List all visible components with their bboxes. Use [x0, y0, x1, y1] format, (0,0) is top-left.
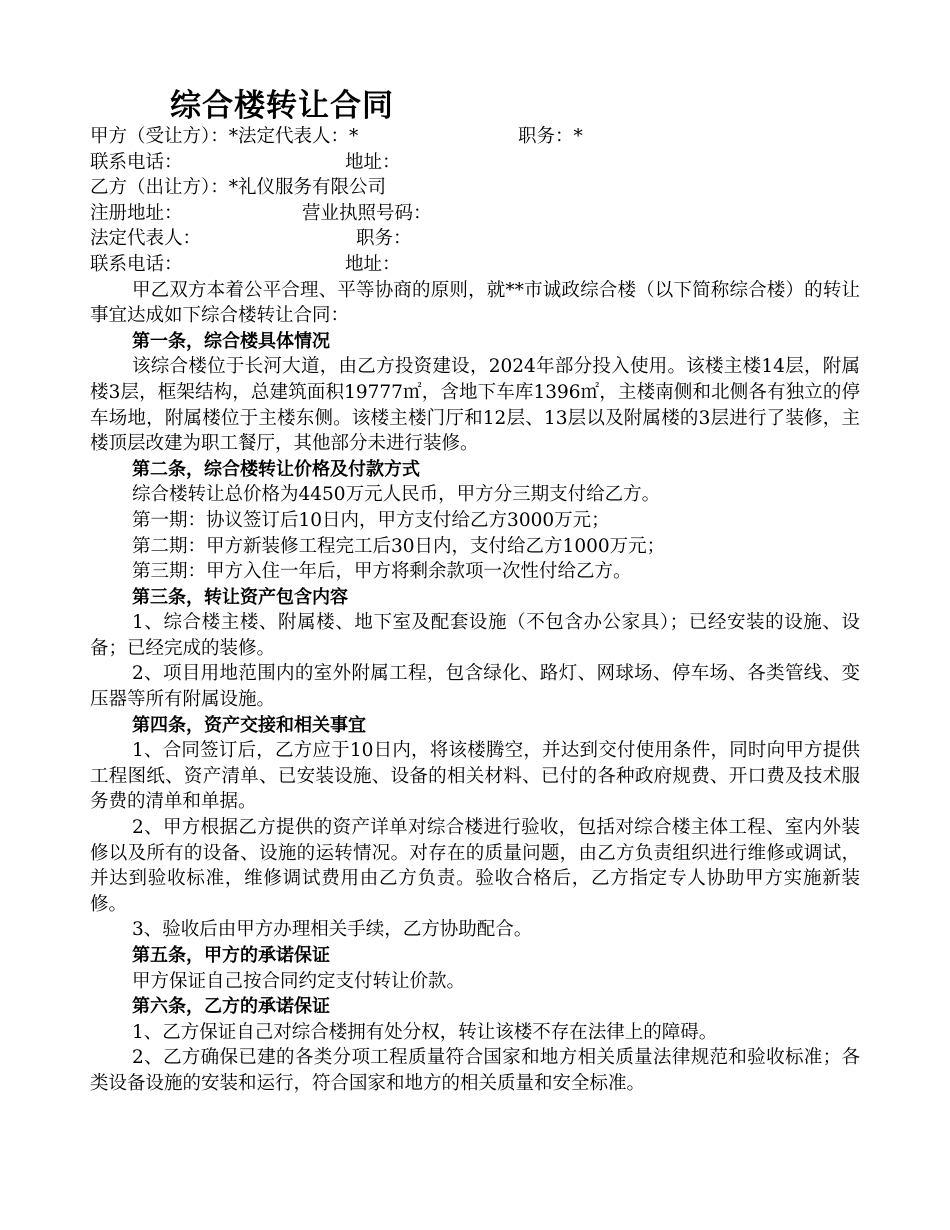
section-2-paragraph-4: 第三期：甲方入住一年后，甲方将剩余款项一次性付给乙方。	[132, 561, 632, 583]
section-4-paragraph-2: 2、甲方根据乙方提供的资产详单对综合楼进行验收，包括对综合楼主体工程、室内外装修以及所有的设备、设施的运转情况。对存在的质量问题，由乙方负责组织进行维修或调试，并达到验收标准，维修调试费用由乙方负责。验收合格后，乙方指定专人协助甲方实施新装修。	[90, 817, 860, 915]
party-a-position: 职务：*	[518, 126, 583, 147]
section-3-heading: 第三条，转让资产包含内容	[132, 586, 348, 608]
section-1-paragraph-1: 该综合楼位于长河大道，由乙方投资建设，2024年部分投入使用。该楼主楼14层，附属楼3层，框架结构，总建筑面积19777㎡，含地下车库1396㎡，主楼南侧和北侧各有独立的停车场地，附属楼位于主楼东侧。该楼主楼门厅和12层、13层以及附属楼的3层进行了装修，主楼顶层改建为职工餐厅，其他部分未进行装修。	[90, 356, 860, 455]
section-2-paragraph-1: 综合楼转让总价格为4450万元人民币，甲方分三期支付给乙方。	[132, 484, 661, 506]
section-3-paragraph-2: 2、项目用地范围内的室外附属工程，包含绿化、路灯、网球场、停车场、各类管线、变压器等所有附属设施。	[90, 663, 860, 711]
party-a-phone: 联系电话：	[90, 151, 183, 173]
section-6-heading: 第六条，乙方的承诺保证	[132, 996, 330, 1018]
contract-document	[90, 88, 860, 1097]
section-4-paragraph-3: 3、验收后由甲方办理相关手续，乙方协助配合。	[132, 919, 533, 941]
party-b-name: 乙方（出让方）：*礼仪服务有限公司	[90, 177, 387, 199]
party-a-line	[90, 124, 860, 150]
party-a-address: 地址：	[345, 151, 401, 173]
party-b-address: 地址：	[345, 253, 401, 275]
section-4-paragraph-1: 1、合同签订后，乙方应于10日内，将该楼腾空，并达到交付使用条件，同时向甲方提供工程图纸、资产清单、已安装设施、设备的相关材料、已付的各种政府规费、开口费及技术服务费的清单和单据。	[90, 740, 860, 813]
party-b-phone: 联系电话：	[90, 253, 183, 275]
party-b-legal-rep: 法定代表人：	[90, 228, 202, 250]
intro-paragraph: 甲乙双方本着公平合理、平等协商的原则，就**市诚政综合楼（以下简称综合楼）的转让事宜达成如下综合楼转让合同：	[90, 279, 860, 327]
section-6-paragraph-1: 1、乙方保证自己对综合楼拥有处分权，转让该楼不存在法律上的障碍。	[132, 1021, 718, 1043]
section-2-paragraph-3: 第二期：甲方新装修工程完工后30日内，支付给乙方1000万元；	[132, 535, 666, 557]
party-b-contact-line	[90, 252, 860, 278]
party-a-name-rep: 甲方（受让方）：*法定代表人：*	[90, 126, 359, 147]
section-2-heading: 第二条，综合楼转让价格及付款方式	[132, 458, 420, 480]
section-1-heading: 第一条，综合楼具体情况	[132, 330, 330, 352]
document-title: 综合楼转让合同	[170, 88, 394, 124]
party-b-reg-line	[90, 201, 860, 227]
section-5-heading: 第五条，甲方的承诺保证	[132, 945, 330, 966]
section-5-paragraph-1: 甲方保证自己按合同约定支付转让价款。	[132, 970, 466, 992]
party-b-reg-address: 注册地址：	[90, 202, 183, 224]
section-4-heading: 第四条，资产交接和相关事宜	[132, 714, 366, 736]
section-3-paragraph-1: 1、综合楼主楼、附属楼、地下室及配套设施（不包含办公家具）；已经安装的设施、设备；已经完成的装修。	[90, 612, 860, 659]
party-b-rep-line	[90, 226, 860, 252]
section-6-paragraph-2: 2、乙方确保已建的各类分项工程质量符合国家和地方相关质量法律规范和验收标准；各类设备设施的安装和运行，符合国家和地方的相关质量和安全标准。	[90, 1047, 860, 1094]
party-b-position: 职务：	[356, 228, 412, 250]
party-b-license: 营业执照号码：	[302, 202, 432, 224]
party-a-contact-line	[90, 150, 860, 176]
party-b-line	[90, 175, 860, 201]
section-2-paragraph-2: 第一期：协议签订后10日内，甲方支付给乙方3000万元；	[132, 509, 610, 531]
